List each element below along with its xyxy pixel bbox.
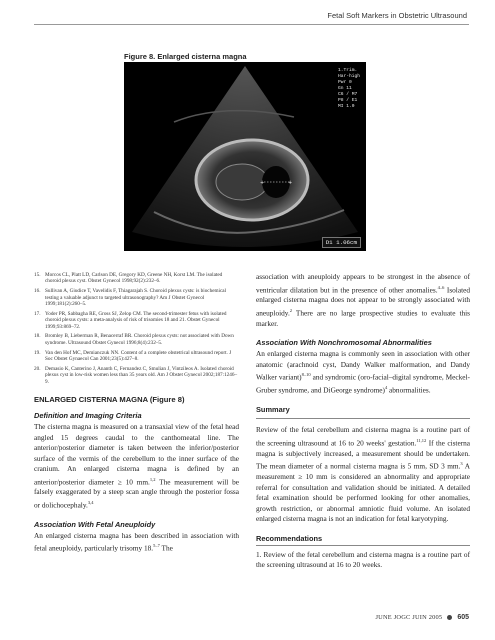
summary-paragraph: Review of the fetal cerebellum and cisterna magna is a routine part of the screening ultrasound at 16 to 20 weeks' gestation.$^{11,12}$ If the cisterna magna is subjectively increased, a measurement should be undertaken. The mean diameter of a normal cisterna magna is 5 mm, SD 3 mm.$^3$ A measurement ≥ 10 mm is considered an abnormality and appropriate referral for consultation and validation should be initiated. A detailed fetal examination should be performed looking for other anomalies, growth restriction, or abnormal amniotic fluid volume. An isolated enlarged cisterna magna is not an indication for fetal karyotyping.	[256, 425, 471, 524]
ultrasound-scan	[124, 62, 366, 251]
measurement-readout: D1 1.06cm	[322, 237, 361, 248]
recommendations-heading: Recommendations	[256, 533, 323, 543]
page-footer	[375, 614, 469, 621]
running-title: Fetal Soft Markers in Obstetric Ultrasound	[327, 11, 467, 20]
reference-item: 20. Demasio K, Canterino J, Ananth C, Fernandez C, Smulian J, Vintzileos A. Isolated choroid plexus cyst in low-risk women less than 35 years old. Am J Obstet Gynecol 2002;187:1246–9.	[34, 365, 238, 385]
definition-heading: Definition and Imaging Criteria	[34, 411, 142, 421]
definition-paragraph: The cisterna magna is measured on a transaxial view of the fetal head angled 15 degrees caudal to the canthomeatal line. The anterior/posterior diameter is taken between the inferior/posterior surface of the vermis of the cerebellum to the inner surface of the cranium. An enlarged cisterna magna is defined by an anterior/posterior diameter ≥ 10 mm.$^{1,2}$ The measurement will be falsely exaggerated by a steep scan angle through the posterior fossa or dolichocephaly.$^{3,4}$	[34, 422, 239, 510]
recommendations-rule	[256, 545, 470, 546]
page-number: 605	[457, 614, 469, 621]
caliper-start-mark: +	[260, 180, 265, 186]
nonchromosomal-heading: Association With Nonchromosomal Abnormalities	[256, 338, 432, 348]
figure-caption: Figure 8. Enlarged cisterna magna	[124, 52, 247, 61]
ultrasound-settings: 1.Trim. Har-high Pwr 0 Gn 11 C6 / M7 P8 / E1 MI 1.0	[337, 68, 360, 109]
ultrasound-image	[124, 62, 366, 251]
right-column	[256, 272, 470, 580]
reference-item: 17. Yoder PR, Sabbagha RE, Gross SJ, Zelop CM. The second-trimester fetus with isolated choroid plexus cysts: a meta-analysis of risk of trisomies 18 and 21. Obstet Gynecol 1999;93:869–72.	[34, 310, 227, 330]
header-rule	[34, 24, 469, 25]
continued-paragraph: association with aneuploidy appears to be strongest in the absence of ventricular dilatation but in the presence of other anomalies.$^{4-6}$ Isolated enlarged cisterna magna does not appear to be strongly associated with aneuploidy.$^2$ There are no large prospective studies to evaluate this marker.	[256, 272, 470, 328]
bullet-icon	[447, 615, 452, 620]
summary-heading: Summary	[256, 405, 290, 415]
recommendations-paragraph: 1. Review of the fetal cerebellum and cisterna magna is a routine part of the screening ultrasound at 16 to 20 weeks.	[256, 549, 470, 570]
reference-list	[34, 272, 239, 385]
section-title: ENLARGED CISTERNA MAGNA (Figure 8)	[34, 395, 185, 405]
reference-item: 19. Van den Hof MC, Demianczuk NN. Content of a complete obstetrical ultrasound report. J Soc Obstet Gynaecol Can 2001;23(5):427–8.	[34, 349, 232, 363]
summary-rule	[256, 418, 470, 419]
nonchromosomal-paragraph: An enlarged cisterna magna is commonly seen in association with other anatomic (arachnoid cyst, Dandy Walker malformation, and Dandy Walker variant)$^{8-10}$ and syndromic (oro-facial–digital syndrome, Meckel-Gruber syndrome, and DiGeorge syndrome)$^4$ abnormalities.	[256, 349, 470, 395]
reference-item: 15. Morcos CL, Platt LD, Carlson DE, Gregory KD, Greene NH, Korst LM. The isolated choroid plexus cyst. Obstet Gynecol 1998;92(2):232–6.	[34, 272, 223, 285]
reference-item: 18. Bromley B, Lieberman R, Benacerraf BR. Choroid plexus cysts: not associated with Down syndrome. Ultrasound Obstet Gynecol 1996;8(4):232–5.	[34, 333, 234, 346]
aneuploidy-heading: Association With Fetal Aneuploidy	[34, 519, 156, 529]
left-column	[34, 272, 239, 563]
reference-item: 16. Sullivan A, Giudice T, Vavelidis F, Thiagarajah S. Choroid plexus cysts: is biochemical testing a valuable adjunct to targeted ultrasonography? Am J Obstet Gynecol 1999;181(2):260–5.	[34, 288, 227, 308]
aneuploidy-paragraph: An enlarged cisterna magna has been described in association with fetal aneuploidy, particularly trisomy 18.$^{5-7}$ The	[34, 530, 239, 553]
journal-name: JUNE JOGC JUIN 2005	[375, 614, 443, 621]
caliper-end-mark: +	[288, 180, 293, 186]
